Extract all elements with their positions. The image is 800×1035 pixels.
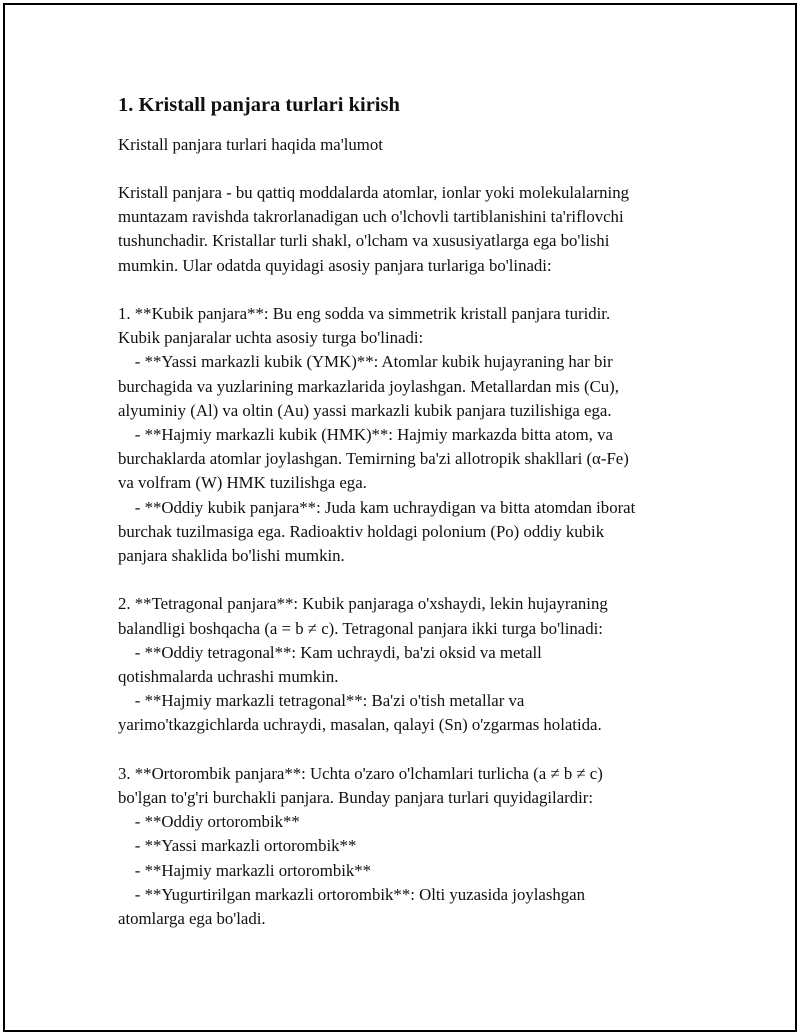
text-line: Kubik panjaralar uchta asosiy turga bo'linadi: [118, 328, 424, 348]
text-line: va volfram (W) HMK tuzilishga ega. [118, 473, 367, 493]
document-title: 1. Kristall panjara turlari kirish [118, 94, 400, 116]
document-subtitle: Kristall panjara turlari haqida ma'lumot [118, 135, 383, 154]
paragraph-tetragonal [118, 592, 698, 737]
text-line: - **Hajmiy markazli kubik (HMK)**: Hajmiy markazda bitta atom, va [118, 425, 613, 445]
text-line: 3. **Ortorombik panjara**: Uchta o'zaro o'lchamlari turlicha (a ≠ b ≠ c) [118, 763, 603, 783]
text-line: - **Oddiy ortorombik** [118, 812, 300, 832]
text-line: - **Oddiy tetragonal**: Kam uchraydi, ba'zi oksid va metall [118, 642, 542, 662]
text-line: panjara shaklida bo'lishi mumkin. [118, 546, 345, 566]
text-line: tushunchadir. Kristallar turli shakl, o'lcham va xususiyatlarga ega bo'lishi [118, 231, 610, 251]
text-line: balandligi boshqacha (a = b ≠ c). Tetragonal panjara ikki turga bo'linadi: [118, 618, 603, 638]
text-line: muntazam ravishda takrorlanadigan uch o'lchovli tartiblanishini ta'riflovchi [118, 207, 624, 227]
text-line: qotishmalarda uchrashi mumkin. [118, 667, 339, 687]
text-line: - **Yugurtirilgan markazli ortorombik**: Olti yuzasida joylashgan [118, 884, 585, 904]
paragraph-cubic [118, 302, 698, 568]
text-line: burchaklarda atomlar joylashgan. Temirning ba'zi allotropik shakllari (α-Fe) [118, 449, 629, 469]
text-line: yarimo'tkazgichlarda uchraydi, masalan, qalayi (Sn) o'zgarmas holatida. [118, 715, 602, 735]
text-line: 2. **Tetragonal panjara**: Kubik panjaraga o'xshaydi, lekin hujayraning [118, 594, 608, 614]
text-line: - **Yassi markazli ortorombik** [118, 836, 357, 856]
text-line: - **Hajmiy markazli ortorombik** [118, 860, 372, 880]
text-line: alyuminiy (Al) va oltin (Au) yassi markazli kubik panjara tuzilishiga ega. [118, 400, 612, 420]
text-line: burchak tuzilmasiga ega. Radioaktiv holdagi polonium (Po) oddiy kubik [118, 521, 605, 541]
text-line: mumkin. Ular odatda quyidagi asosiy panjara turlariga bo'linadi: [118, 255, 552, 275]
text-line: burchagida va yuzlarining markazlarida joylashgan. Metallardan mis (Cu), [118, 376, 619, 396]
text-line: bo'lgan to'g'ri burchakli panjara. Bunday panjara turlari quyidagilardir: [118, 788, 594, 808]
text-line: - **Oddiy kubik panjara**: Juda kam uchraydigan va bitta atomdan iborat [118, 497, 636, 517]
text-line: atomlarga ega bo'ladi. [118, 909, 266, 929]
document-body [118, 92, 698, 955]
text-line: - **Yassi markazli kubik (YMK)**: Atomlar kubik hujayraning har bir [118, 352, 613, 372]
text-line: - **Hajmiy markazli tetragonal**: Ba'zi o'tish metallar va [118, 691, 525, 711]
paragraph-intro [118, 181, 698, 278]
text-line: Kristall panjara - bu qattiq moddalarda atomlar, ionlar yoki molekulalarning [118, 183, 630, 202]
text-line: 1. **Kubik panjara**: Bu eng sodda va simmetrik kristall panjara turidir. [118, 304, 611, 323]
paragraph-orthorhombic [118, 762, 698, 931]
